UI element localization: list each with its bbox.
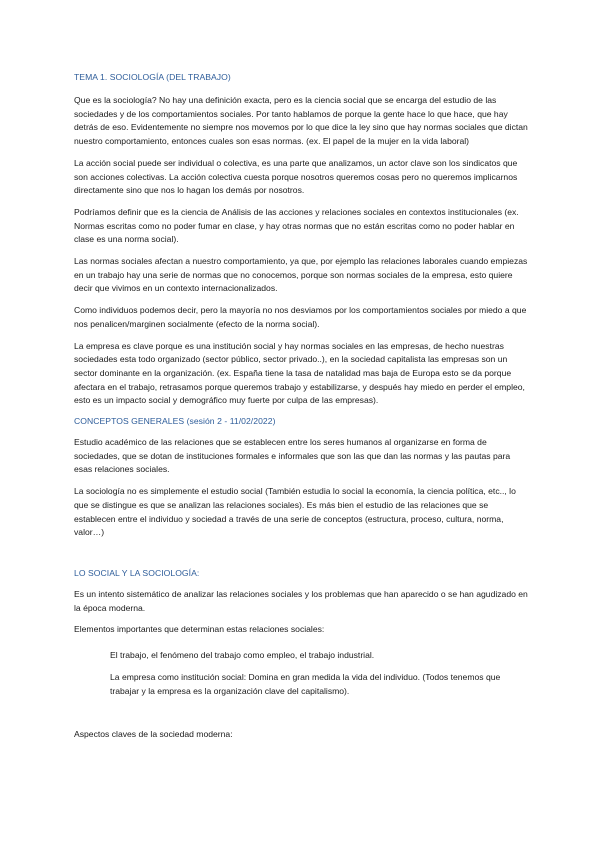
paragraph: Aspectos claves de la sociedad moderna: <box>74 729 233 740</box>
paragraph: Elementos importantes que determinan estas relaciones sociales: <box>74 624 325 635</box>
paragraph: Estudio académico de las relaciones que se establecen entre los seres humanos al organizarse en forma de sociedades, que se dotan de instituciones formales e informales que son las que dan las normas y las pautas para esas relaciones sociales. <box>74 437 511 475</box>
section-heading-conceptos-generales: CONCEPTOS GENERALES (sesión 2 - 11/02/2022) <box>74 416 276 427</box>
section-heading-lo-social: LO SOCIAL Y LA SOCIOLOGÍA: <box>74 567 200 578</box>
section-heading-tema-1: TEMA 1. SOCIOLOGÍA (DEL TRABAJO) <box>74 72 231 82</box>
paragraph: La acción social puede ser individual o colectiva, es una parte que analizamos, un actor clave son los sindicatos que son acciones colectivas. La acción colectiva cuesta porque nosotros queremos cosas pero no queremos implicarnos directamente sino que nos lo hagan los demás por nosotros. <box>74 157 518 196</box>
paragraph: La empresa es clave porque es una institución social y hay normas sociales en las empresas, de hecho nuestras sociedades esta todo organizado (sector público, sector privado..), en la sociedad capitalista las empresas son un sector dominante en la organización. (ex. España tiene la tasa de natalidad mas baja de Europa esto se da porque afectara en el trabajo, retrasamos porque queremos trabajo y estabilizarse, y después hay miedo en perder el empleo, esto es un impacto social y demográfico muy fuerte por culpa de las empresas). <box>74 340 525 406</box>
paragraph: La sociología no es simplemente el estudio social (También estudia lo social la economía, la ciencia política, etc.., lo que se distingue es que se analizan las relaciones sociales). Es más bien el estudio de las relaciones que se establecen entre el individuo y sociedad a través de una serie de conceptos (estructura, proceso, cultura, norma, valor…) <box>74 486 516 538</box>
paragraph: Es un intento sistemático de analizar las relaciones sociales y los problemas que han aparecido o se han agudizado en la época moderna. <box>74 588 528 613</box>
indented-list-item: La empresa como institución social: Domina en gran medida la vida del individuo. (Todos tenemos que trabajar y la empresa es la organización clave del capitalismo). <box>110 671 501 696</box>
paragraph: Como individuos podemos decir, pero la mayoría no nos desviamos por los comportamientos sociales por miedo a que nos penalicen/marginen socialmente (efecto de la norma social). <box>74 305 527 329</box>
indented-list-item: El trabajo, el fenómeno del trabajo como empleo, el trabajo industrial. <box>110 650 375 661</box>
paragraph: Las normas sociales afectan a nuestro comportamiento, ya que, por ejemplo las relaciones laborales cuando empiezas en un trabajo hay una serie de normas que no conocemos, porque son normas sociales de la empresa, esto quiere decir que vivimos en un contexto internacionalizados. <box>74 256 528 294</box>
paragraph: Que es la sociología? No hay una definición exacta, pero es la ciencia social que se encarga del estudio de las sociedades y de los comportamientos sociales. Por tanto hablamos de porque la gente hace lo que hace, que hay detrás de eso. Evidentemente no siempre nos movemos por lo que dice la ley sino que hay normas sociales que dictan nuestro comportamiento, entonces cuales son esas normas. (ex. El papel de la mujer en la vida laboral) <box>74 95 528 147</box>
paragraph: Podríamos definir que es la ciencia de Análisis de las acciones y relaciones sociales en contextos institucionales (ex. Normas escritas como no poder fumar en clase, y hay otras normas que no están escritas como no poder hablar en clase es una norma social). <box>74 206 519 245</box>
